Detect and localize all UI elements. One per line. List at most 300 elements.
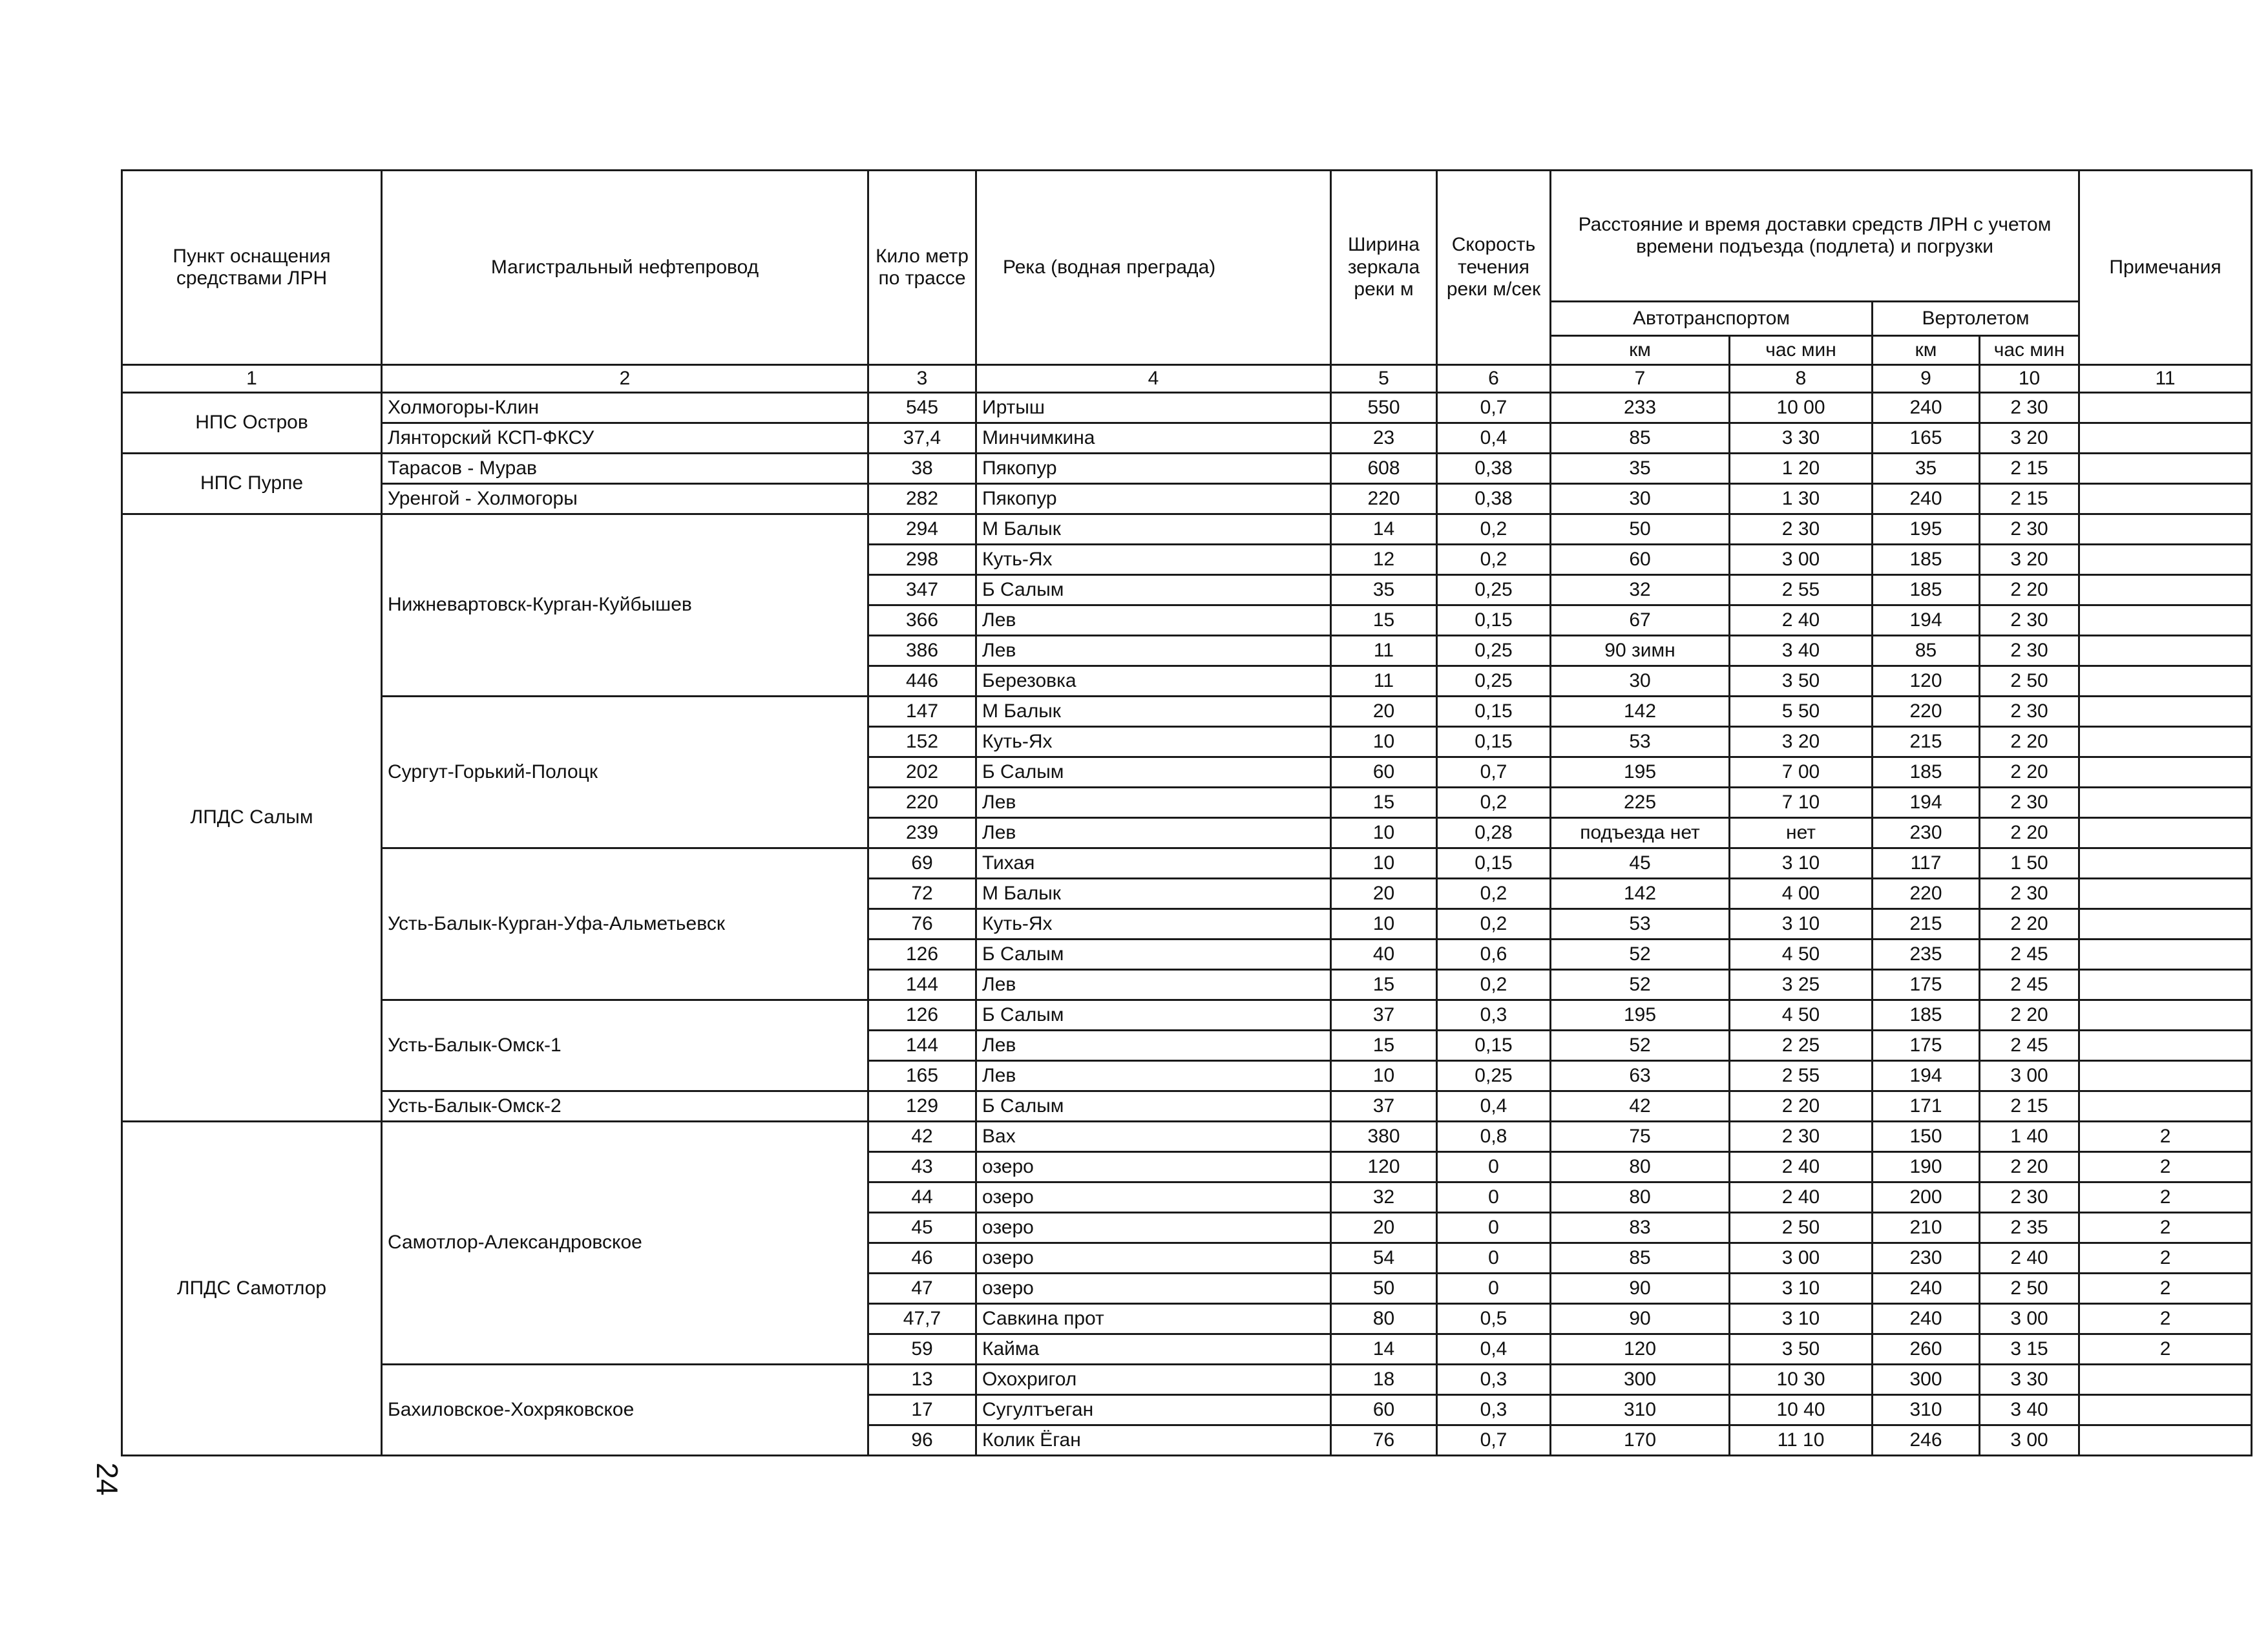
auto-time-cell: 4 50 bbox=[1730, 1000, 1873, 1031]
auto-km-cell: 67 bbox=[1551, 605, 1730, 636]
speed-cell: 0,7 bbox=[1437, 1425, 1551, 1456]
heli-km-cell: 150 bbox=[1873, 1122, 1980, 1152]
heli-km-cell: 230 bbox=[1873, 818, 1980, 848]
heli-time-cell: 3 30 bbox=[1980, 1365, 2079, 1395]
auto-time-cell: 4 50 bbox=[1730, 940, 1873, 970]
pipeline-cell: Самотлор-Александровское bbox=[382, 1122, 868, 1365]
width-cell: 15 bbox=[1331, 788, 1437, 818]
heli-time-cell: 2 30 bbox=[1980, 879, 2079, 909]
note-cell bbox=[2079, 1061, 2252, 1091]
speed-cell: 0,8 bbox=[1437, 1122, 1551, 1152]
heli-time-cell: 2 20 bbox=[1980, 909, 2079, 940]
auto-km-cell: 45 bbox=[1551, 848, 1730, 879]
km-cell: 152 bbox=[868, 727, 976, 757]
river-cell: Куть-Ях bbox=[976, 545, 1331, 575]
river-cell: Б Салым bbox=[976, 1091, 1331, 1122]
table-row bbox=[122, 1091, 2252, 1122]
auto-km-cell: 195 bbox=[1551, 757, 1730, 788]
heli-km-cell: 220 bbox=[1873, 879, 1980, 909]
auto-km-cell: 83 bbox=[1551, 1213, 1730, 1243]
speed-cell: 0,15 bbox=[1437, 1031, 1551, 1061]
auto-time-cell: 2 25 bbox=[1730, 1031, 1873, 1061]
heli-km-cell: 35 bbox=[1873, 454, 1980, 484]
point-cell: НПС Остров bbox=[122, 393, 382, 454]
km-cell: 42 bbox=[868, 1122, 976, 1152]
km-cell: 147 bbox=[868, 697, 976, 727]
km-cell: 126 bbox=[868, 940, 976, 970]
auto-time-cell: 3 25 bbox=[1730, 970, 1873, 1000]
width-cell: 14 bbox=[1331, 1334, 1437, 1365]
auto-km-cell: 170 bbox=[1551, 1425, 1730, 1456]
auto-time-cell: 3 10 bbox=[1730, 909, 1873, 940]
width-cell: 20 bbox=[1331, 879, 1437, 909]
table-header bbox=[122, 171, 2252, 393]
pipeline-cell: Лянторский КСП-ФКСУ bbox=[382, 423, 868, 454]
km-cell: 126 bbox=[868, 1000, 976, 1031]
table-row bbox=[122, 1365, 2252, 1395]
heli-km-cell: 85 bbox=[1873, 636, 1980, 666]
auto-time-cell: 2 40 bbox=[1730, 1152, 1873, 1182]
heli-time-cell: 2 15 bbox=[1980, 484, 2079, 514]
km-cell: 298 bbox=[868, 545, 976, 575]
km-cell: 220 bbox=[868, 788, 976, 818]
heli-time-cell: 3 00 bbox=[1980, 1425, 2079, 1456]
auto-km-cell: 32 bbox=[1551, 575, 1730, 605]
river-cell: Иртыш bbox=[976, 393, 1331, 423]
width-cell: 10 bbox=[1331, 727, 1437, 757]
table-body bbox=[122, 393, 2252, 1456]
heli-km-cell: 185 bbox=[1873, 545, 1980, 575]
note-cell bbox=[2079, 1425, 2252, 1456]
width-cell: 23 bbox=[1331, 423, 1437, 454]
river-cell: озеро bbox=[976, 1243, 1331, 1274]
auto-km-cell: 85 bbox=[1551, 423, 1730, 454]
river-cell: озеро bbox=[976, 1213, 1331, 1243]
header-speed: Скорость течения реки м/сек bbox=[1437, 171, 1551, 365]
auto-km-cell: 90 зимн bbox=[1551, 636, 1730, 666]
table-row bbox=[122, 423, 2252, 454]
speed-cell: 0,28 bbox=[1437, 818, 1551, 848]
km-cell: 38 bbox=[868, 454, 976, 484]
speed-cell: 0,15 bbox=[1437, 605, 1551, 636]
auto-time-cell: 2 50 bbox=[1730, 1213, 1873, 1243]
heli-time-cell: 2 45 bbox=[1980, 970, 2079, 1000]
km-cell: 46 bbox=[868, 1243, 976, 1274]
auto-time-cell: 3 30 bbox=[1730, 423, 1873, 454]
heli-km-cell: 240 bbox=[1873, 393, 1980, 423]
river-cell: Березовка bbox=[976, 666, 1331, 697]
header-width: Ширина зеркала реки м bbox=[1331, 171, 1437, 365]
auto-km-cell: 60 bbox=[1551, 545, 1730, 575]
auto-km-cell: 30 bbox=[1551, 666, 1730, 697]
km-cell: 13 bbox=[868, 1365, 976, 1395]
km-cell: 386 bbox=[868, 636, 976, 666]
auto-km-cell: 195 bbox=[1551, 1000, 1730, 1031]
heli-km-cell: 194 bbox=[1873, 1061, 1980, 1091]
km-cell: 129 bbox=[868, 1091, 976, 1122]
point-cell: НПС Пурпе bbox=[122, 454, 382, 514]
river-cell: Б Салым bbox=[976, 575, 1331, 605]
heli-km-cell: 300 bbox=[1873, 1365, 1980, 1395]
auto-time-cell: 2 40 bbox=[1730, 605, 1873, 636]
auto-km-cell: 63 bbox=[1551, 1061, 1730, 1091]
river-crossings-table bbox=[121, 169, 2252, 1456]
heli-time-cell: 1 50 bbox=[1980, 848, 2079, 879]
width-cell: 20 bbox=[1331, 697, 1437, 727]
auto-km-cell: 90 bbox=[1551, 1274, 1730, 1304]
km-cell: 165 bbox=[868, 1061, 976, 1091]
note-cell bbox=[2079, 575, 2252, 605]
heli-km-cell: 171 bbox=[1873, 1091, 1980, 1122]
column-numbers-row bbox=[122, 365, 2252, 393]
river-cell: Лев bbox=[976, 605, 1331, 636]
note-cell bbox=[2079, 484, 2252, 514]
note-cell bbox=[2079, 940, 2252, 970]
km-cell: 446 bbox=[868, 666, 976, 697]
river-cell: Пякопур bbox=[976, 484, 1331, 514]
auto-time-cell: 3 50 bbox=[1730, 1334, 1873, 1365]
header-heli-time: час мин bbox=[1980, 336, 2079, 365]
header-km: Кило метр по трассе bbox=[868, 171, 976, 365]
km-cell: 72 bbox=[868, 879, 976, 909]
pipeline-cell: Сургут-Горький-Полоцк bbox=[382, 697, 868, 848]
width-cell: 15 bbox=[1331, 970, 1437, 1000]
header-point: Пункт оснащения средствами ЛРН bbox=[122, 171, 382, 365]
table-row bbox=[122, 697, 2252, 727]
table-row bbox=[122, 454, 2252, 484]
speed-cell: 0 bbox=[1437, 1213, 1551, 1243]
river-cell: озеро bbox=[976, 1182, 1331, 1213]
heli-time-cell: 2 50 bbox=[1980, 1274, 2079, 1304]
heli-time-cell: 2 20 bbox=[1980, 1000, 2079, 1031]
width-cell: 18 bbox=[1331, 1365, 1437, 1395]
km-cell: 366 bbox=[868, 605, 976, 636]
width-cell: 60 bbox=[1331, 1395, 1437, 1425]
heli-time-cell: 2 20 bbox=[1980, 818, 2079, 848]
speed-cell: 0,25 bbox=[1437, 1061, 1551, 1091]
auto-km-cell: подъезда нет bbox=[1551, 818, 1730, 848]
auto-time-cell: 2 55 bbox=[1730, 1061, 1873, 1091]
pipeline-cell: Усть-Балык-Курган-Уфа-Альметьевск bbox=[382, 848, 868, 1000]
heli-km-cell: 194 bbox=[1873, 605, 1980, 636]
auto-km-cell: 50 bbox=[1551, 514, 1730, 545]
auto-km-cell: 225 bbox=[1551, 788, 1730, 818]
km-cell: 239 bbox=[868, 818, 976, 848]
note-cell bbox=[2079, 1031, 2252, 1061]
heli-time-cell: 3 00 bbox=[1980, 1061, 2079, 1091]
km-cell: 144 bbox=[868, 970, 976, 1000]
speed-cell: 0,4 bbox=[1437, 1091, 1551, 1122]
km-cell: 43 bbox=[868, 1152, 976, 1182]
auto-time-cell: 7 10 bbox=[1730, 788, 1873, 818]
speed-cell: 0,38 bbox=[1437, 454, 1551, 484]
km-cell: 17 bbox=[868, 1395, 976, 1425]
table-row bbox=[122, 393, 2252, 423]
heli-km-cell: 246 bbox=[1873, 1425, 1980, 1456]
river-cell: Лев bbox=[976, 1061, 1331, 1091]
speed-cell: 0 bbox=[1437, 1152, 1551, 1182]
note-cell: 2 bbox=[2079, 1304, 2252, 1334]
note-cell: 2 bbox=[2079, 1182, 2252, 1213]
heli-time-cell: 3 20 bbox=[1980, 423, 2079, 454]
width-cell: 10 bbox=[1331, 1061, 1437, 1091]
heli-km-cell: 215 bbox=[1873, 727, 1980, 757]
speed-cell: 0,5 bbox=[1437, 1304, 1551, 1334]
river-cell: Лев bbox=[976, 636, 1331, 666]
river-cell: Лев bbox=[976, 818, 1331, 848]
header-auto: Автотранспортом bbox=[1551, 302, 1873, 336]
width-cell: 80 bbox=[1331, 1304, 1437, 1334]
auto-km-cell: 80 bbox=[1551, 1182, 1730, 1213]
heli-time-cell: 1 40 bbox=[1980, 1122, 2079, 1152]
note-cell bbox=[2079, 666, 2252, 697]
heli-time-cell: 2 20 bbox=[1980, 1152, 2079, 1182]
width-cell: 32 bbox=[1331, 1182, 1437, 1213]
note-cell: 2 bbox=[2079, 1274, 2252, 1304]
speed-cell: 0,3 bbox=[1437, 1365, 1551, 1395]
header-notes: Примечания bbox=[2079, 171, 2252, 365]
heli-time-cell: 2 20 bbox=[1980, 757, 2079, 788]
heli-km-cell: 175 bbox=[1873, 970, 1980, 1000]
river-cell: Б Салым bbox=[976, 757, 1331, 788]
river-cell: Охохригол bbox=[976, 1365, 1331, 1395]
km-cell: 294 bbox=[868, 514, 976, 545]
width-cell: 14 bbox=[1331, 514, 1437, 545]
column-number: 5 bbox=[1331, 365, 1437, 393]
speed-cell: 0,7 bbox=[1437, 393, 1551, 423]
river-cell: Б Салым bbox=[976, 940, 1331, 970]
note-cell bbox=[2079, 727, 2252, 757]
width-cell: 20 bbox=[1331, 1213, 1437, 1243]
river-cell: Тихая bbox=[976, 848, 1331, 879]
auto-km-cell: 52 bbox=[1551, 1031, 1730, 1061]
auto-time-cell: 10 00 bbox=[1730, 393, 1873, 423]
heli-km-cell: 175 bbox=[1873, 1031, 1980, 1061]
river-cell: озеро bbox=[976, 1274, 1331, 1304]
km-cell: 545 bbox=[868, 393, 976, 423]
speed-cell: 0,2 bbox=[1437, 514, 1551, 545]
river-cell: Кайма bbox=[976, 1334, 1331, 1365]
width-cell: 50 bbox=[1331, 1274, 1437, 1304]
auto-km-cell: 53 bbox=[1551, 909, 1730, 940]
heli-time-cell: 2 40 bbox=[1980, 1243, 2079, 1274]
speed-cell: 0,25 bbox=[1437, 666, 1551, 697]
width-cell: 10 bbox=[1331, 848, 1437, 879]
heli-time-cell: 3 00 bbox=[1980, 1304, 2079, 1334]
auto-km-cell: 42 bbox=[1551, 1091, 1730, 1122]
speed-cell: 0,2 bbox=[1437, 909, 1551, 940]
speed-cell: 0,15 bbox=[1437, 848, 1551, 879]
note-cell bbox=[2079, 818, 2252, 848]
speed-cell: 0,2 bbox=[1437, 788, 1551, 818]
km-cell: 96 bbox=[868, 1425, 976, 1456]
speed-cell: 0,15 bbox=[1437, 697, 1551, 727]
heli-time-cell: 2 30 bbox=[1980, 393, 2079, 423]
heli-time-cell: 2 20 bbox=[1980, 727, 2079, 757]
auto-time-cell: 3 10 bbox=[1730, 1304, 1873, 1334]
column-number: 4 bbox=[976, 365, 1331, 393]
auto-km-cell: 80 bbox=[1551, 1152, 1730, 1182]
point-cell: ЛПДС Самотлор bbox=[122, 1122, 382, 1456]
table-row bbox=[122, 1122, 2252, 1152]
speed-cell: 0 bbox=[1437, 1243, 1551, 1274]
width-cell: 15 bbox=[1331, 605, 1437, 636]
speed-cell: 0,6 bbox=[1437, 940, 1551, 970]
km-cell: 45 bbox=[868, 1213, 976, 1243]
heli-time-cell: 2 45 bbox=[1980, 940, 2079, 970]
width-cell: 54 bbox=[1331, 1243, 1437, 1274]
heli-km-cell: 195 bbox=[1873, 514, 1980, 545]
auto-time-cell: 5 50 bbox=[1730, 697, 1873, 727]
km-cell: 47 bbox=[868, 1274, 976, 1304]
km-cell: 202 bbox=[868, 757, 976, 788]
auto-time-cell: 2 40 bbox=[1730, 1182, 1873, 1213]
page-number: 24 bbox=[90, 1462, 124, 1496]
heli-km-cell: 210 bbox=[1873, 1213, 1980, 1243]
note-cell bbox=[2079, 545, 2252, 575]
heli-time-cell: 3 15 bbox=[1980, 1334, 2079, 1365]
note-cell bbox=[2079, 1000, 2252, 1031]
auto-time-cell: 1 20 bbox=[1730, 454, 1873, 484]
speed-cell: 0,4 bbox=[1437, 1334, 1551, 1365]
header-pipeline: Магистральный нефтепровод bbox=[382, 171, 868, 365]
column-number: 7 bbox=[1551, 365, 1730, 393]
river-cell: Куть-Ях bbox=[976, 909, 1331, 940]
river-cell: озеро bbox=[976, 1152, 1331, 1182]
auto-time-cell: 2 30 bbox=[1730, 1122, 1873, 1152]
column-number: 9 bbox=[1873, 365, 1980, 393]
width-cell: 120 bbox=[1331, 1152, 1437, 1182]
km-cell: 44 bbox=[868, 1182, 976, 1213]
note-cell: 2 bbox=[2079, 1122, 2252, 1152]
heli-km-cell: 215 bbox=[1873, 909, 1980, 940]
speed-cell: 0,25 bbox=[1437, 636, 1551, 666]
auto-km-cell: 52 bbox=[1551, 940, 1730, 970]
auto-km-cell: 75 bbox=[1551, 1122, 1730, 1152]
km-cell: 76 bbox=[868, 909, 976, 940]
river-cell: М Балык bbox=[976, 697, 1331, 727]
header-heli: Вертолетом bbox=[1873, 302, 2079, 336]
heli-time-cell: 2 50 bbox=[1980, 666, 2079, 697]
heli-time-cell: 3 40 bbox=[1980, 1395, 2079, 1425]
river-cell: Савкина прот bbox=[976, 1304, 1331, 1334]
auto-km-cell: 35 bbox=[1551, 454, 1730, 484]
river-cell: Вах bbox=[976, 1122, 1331, 1152]
note-cell: 2 bbox=[2079, 1213, 2252, 1243]
heli-time-cell: 2 30 bbox=[1980, 1182, 2079, 1213]
column-number: 1 bbox=[122, 365, 382, 393]
heli-km-cell: 310 bbox=[1873, 1395, 1980, 1425]
auto-time-cell: нет bbox=[1730, 818, 1873, 848]
note-cell bbox=[2079, 605, 2252, 636]
km-cell: 59 bbox=[868, 1334, 976, 1365]
auto-time-cell: 7 00 bbox=[1730, 757, 1873, 788]
note-cell bbox=[2079, 1365, 2252, 1395]
speed-cell: 0,2 bbox=[1437, 970, 1551, 1000]
column-number: 10 bbox=[1980, 365, 2079, 393]
width-cell: 11 bbox=[1331, 636, 1437, 666]
river-cell: Пякопур bbox=[976, 454, 1331, 484]
auto-time-cell: 3 20 bbox=[1730, 727, 1873, 757]
width-cell: 11 bbox=[1331, 666, 1437, 697]
heli-time-cell: 2 15 bbox=[1980, 1091, 2079, 1122]
auto-time-cell: 3 50 bbox=[1730, 666, 1873, 697]
auto-km-cell: 142 bbox=[1551, 879, 1730, 909]
auto-km-cell: 310 bbox=[1551, 1395, 1730, 1425]
km-cell: 47,7 bbox=[868, 1304, 976, 1334]
note-cell bbox=[2079, 393, 2252, 423]
river-cell: Лев bbox=[976, 970, 1331, 1000]
river-cell: М Балык bbox=[976, 514, 1331, 545]
width-cell: 37 bbox=[1331, 1000, 1437, 1031]
note-cell: 2 bbox=[2079, 1152, 2252, 1182]
heli-time-cell: 2 45 bbox=[1980, 1031, 2079, 1061]
note-cell bbox=[2079, 423, 2252, 454]
speed-cell: 0,7 bbox=[1437, 757, 1551, 788]
auto-time-cell: 10 30 bbox=[1730, 1365, 1873, 1395]
speed-cell: 0,3 bbox=[1437, 1395, 1551, 1425]
auto-km-cell: 52 bbox=[1551, 970, 1730, 1000]
heli-time-cell: 2 30 bbox=[1980, 788, 2079, 818]
pipeline-cell: Усть-Балык-Омск-2 bbox=[382, 1091, 868, 1122]
heli-time-cell: 2 30 bbox=[1980, 514, 2079, 545]
column-number: 11 bbox=[2079, 365, 2252, 393]
heli-time-cell: 3 20 bbox=[1980, 545, 2079, 575]
heli-time-cell: 2 30 bbox=[1980, 697, 2079, 727]
pipeline-cell: Нижневартовск-Курган-Куйбышев bbox=[382, 514, 868, 697]
note-cell: 2 bbox=[2079, 1334, 2252, 1365]
heli-time-cell: 2 30 bbox=[1980, 636, 2079, 666]
heli-km-cell: 240 bbox=[1873, 1304, 1980, 1334]
pipeline-cell: Уренгой - Холмогоры bbox=[382, 484, 868, 514]
river-cell: Колик Ёган bbox=[976, 1425, 1331, 1456]
heli-km-cell: 220 bbox=[1873, 697, 1980, 727]
note-cell: 2 bbox=[2079, 1243, 2252, 1274]
auto-km-cell: 300 bbox=[1551, 1365, 1730, 1395]
heli-km-cell: 190 bbox=[1873, 1152, 1980, 1182]
km-cell: 144 bbox=[868, 1031, 976, 1061]
heli-km-cell: 240 bbox=[1873, 1274, 1980, 1304]
auto-time-cell: 3 40 bbox=[1730, 636, 1873, 666]
heli-time-cell: 2 20 bbox=[1980, 575, 2079, 605]
heli-km-cell: 185 bbox=[1873, 575, 1980, 605]
width-cell: 10 bbox=[1331, 909, 1437, 940]
auto-km-cell: 120 bbox=[1551, 1334, 1730, 1365]
speed-cell: 0,2 bbox=[1437, 545, 1551, 575]
heli-km-cell: 120 bbox=[1873, 666, 1980, 697]
heli-time-cell: 2 15 bbox=[1980, 454, 2079, 484]
header-river: Река (водная преграда) bbox=[976, 171, 1331, 365]
pipeline-cell: Бахиловское-Хохряковское bbox=[382, 1365, 868, 1456]
heli-km-cell: 230 bbox=[1873, 1243, 1980, 1274]
speed-cell: 0,3 bbox=[1437, 1000, 1551, 1031]
river-cell: Минчимкина bbox=[976, 423, 1331, 454]
column-number: 3 bbox=[868, 365, 976, 393]
heli-km-cell: 185 bbox=[1873, 1000, 1980, 1031]
pipeline-cell: Тарасов - Мурав bbox=[382, 454, 868, 484]
note-cell bbox=[2079, 909, 2252, 940]
km-cell: 69 bbox=[868, 848, 976, 879]
auto-time-cell: 2 55 bbox=[1730, 575, 1873, 605]
river-cell: Б Салым bbox=[976, 1000, 1331, 1031]
note-cell bbox=[2079, 757, 2252, 788]
auto-km-cell: 85 bbox=[1551, 1243, 1730, 1274]
pipeline-cell: Холмогоры-Клин bbox=[382, 393, 868, 423]
km-cell: 347 bbox=[868, 575, 976, 605]
width-cell: 60 bbox=[1331, 757, 1437, 788]
auto-time-cell: 3 10 bbox=[1730, 848, 1873, 879]
note-cell bbox=[2079, 514, 2252, 545]
